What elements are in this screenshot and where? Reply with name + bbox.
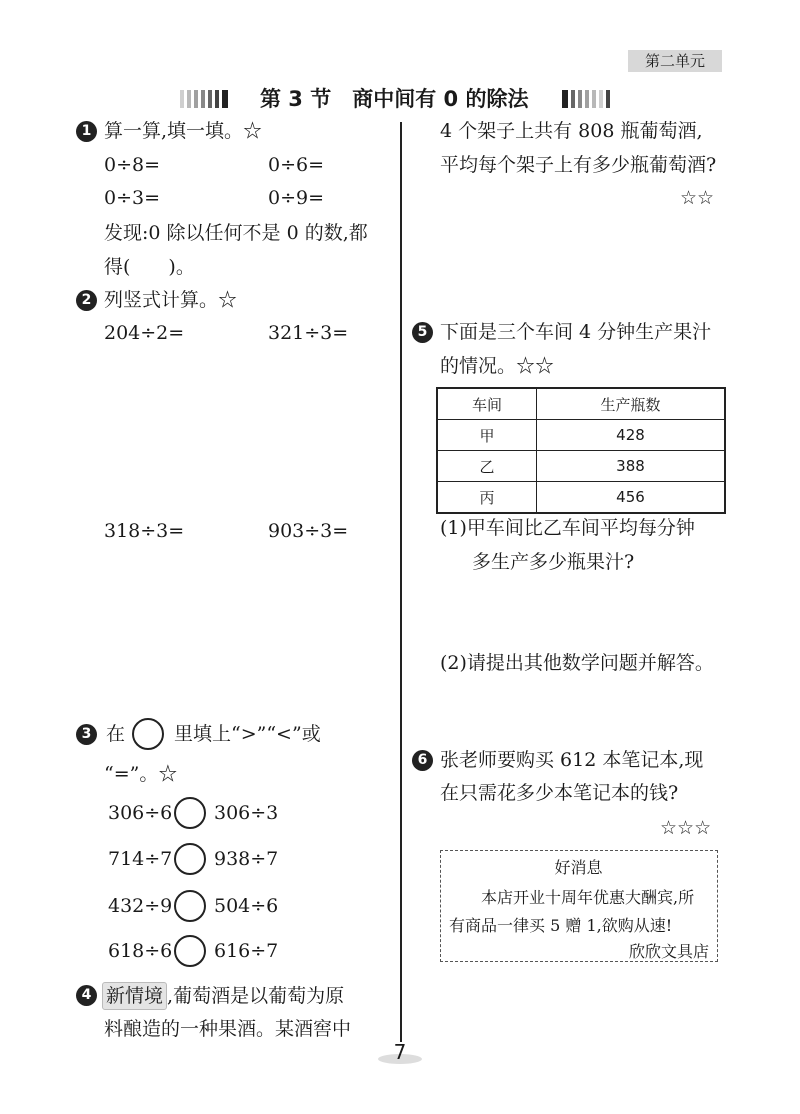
q1-expr-2: 0÷6= bbox=[268, 154, 325, 176]
table-row bbox=[437, 420, 725, 451]
notice-line-2: 有商品一律买 5 赠 1,欲购从速! bbox=[449, 916, 673, 935]
compare-circle-2[interactable] bbox=[174, 843, 206, 875]
question-3-number: 3 bbox=[76, 724, 97, 745]
difficulty-stars-icon: ☆☆ bbox=[680, 187, 715, 209]
table-cell: 乙 bbox=[437, 451, 536, 482]
q3-row-4-right: 616÷7 bbox=[214, 940, 279, 962]
section-title bbox=[260, 84, 528, 114]
section-name: 商中间有 0 的除法 bbox=[352, 87, 529, 111]
notice-signature: 欣欣文具店 bbox=[628, 942, 709, 961]
q5-sub-1-line-2: 多生产多少瓶果汁? bbox=[472, 551, 635, 573]
table-header: 生产瓶数 bbox=[536, 388, 725, 420]
q2-expr-2: 321÷3= bbox=[268, 322, 349, 344]
q3-text-b: 里填上“>”“<”或 bbox=[174, 723, 321, 745]
q6-line-1: 张老师要购买 612 本笔记本,现 bbox=[440, 749, 704, 771]
q4-line-1: 新情境 ,葡萄酒是以葡萄为原 bbox=[98, 982, 344, 1010]
q3-row-3-right: 504÷6 bbox=[214, 895, 279, 917]
table-row bbox=[437, 482, 725, 514]
difficulty-stars-icon: ☆ bbox=[218, 289, 238, 311]
q3-row-1-right: 306÷3 bbox=[214, 802, 279, 824]
q4-line-3: 4 个架子上共有 808 瓶葡萄酒, bbox=[440, 120, 703, 142]
unit-label: 第二单元 bbox=[628, 50, 722, 72]
q1-finding-line-1: 发现:0 除以任何不是 0 的数,都 bbox=[104, 222, 368, 244]
q3-text-c: “=”。☆ bbox=[104, 763, 178, 785]
question-6-number: 6 bbox=[412, 750, 433, 771]
notice-title: 好消息 bbox=[554, 858, 603, 877]
q1-expr-4: 0÷9= bbox=[268, 187, 325, 209]
promo-notice-box bbox=[440, 850, 718, 962]
table-header-row bbox=[437, 388, 725, 420]
new-context-tag: 新情境 bbox=[102, 982, 167, 1010]
table-cell: 456 bbox=[536, 482, 725, 514]
q3-row-3-left: 432÷9 bbox=[108, 895, 173, 917]
question-2-number: 2 bbox=[76, 290, 97, 311]
q5-sub-1-line-1: (1)甲车间比乙车间平均每分钟 bbox=[440, 517, 695, 539]
difficulty-stars-icon: ☆☆☆ bbox=[660, 817, 712, 839]
compare-circle-3[interactable] bbox=[174, 890, 206, 922]
table-cell: 388 bbox=[536, 451, 725, 482]
q1-expr-3: 0÷3= bbox=[104, 187, 161, 209]
table-cell: 甲 bbox=[437, 420, 536, 451]
question-1-number: 1 bbox=[76, 121, 97, 142]
question-1-title: 算一算,填一填。☆ bbox=[104, 120, 263, 142]
notice-line-1: 本店开业十周年优惠大酬宾,所 bbox=[481, 888, 695, 907]
section-title-row bbox=[0, 84, 800, 114]
q5-sub-2: (2)请提出其他数学问题并解答。 bbox=[440, 652, 714, 674]
difficulty-stars-icon: ☆☆ bbox=[516, 355, 555, 377]
q3-row-2-right: 938÷7 bbox=[214, 848, 279, 870]
q6-line-2: 在只需花多少本笔记本的钱? bbox=[440, 782, 679, 804]
table-row bbox=[437, 451, 725, 482]
section-number: 第 3 节 bbox=[260, 87, 332, 111]
q2-expr-4: 903÷3= bbox=[268, 520, 349, 542]
question-2-title: 列竖式计算。☆ bbox=[104, 289, 238, 311]
q3-row-1-left: 306÷6 bbox=[108, 802, 173, 824]
circle-icon bbox=[132, 718, 164, 750]
question-5-number: 5 bbox=[412, 322, 433, 343]
q2-expr-3: 318÷3= bbox=[104, 520, 185, 542]
table-cell: 丙 bbox=[437, 482, 536, 514]
difficulty-stars-icon: ☆ bbox=[243, 120, 263, 142]
production-table bbox=[436, 387, 726, 514]
q5-line-2: 的情况。☆☆ bbox=[440, 355, 555, 377]
q5-line-1: 下面是三个车间 4 分钟生产果汁 bbox=[440, 321, 712, 343]
compare-circle-4[interactable] bbox=[174, 935, 206, 967]
difficulty-stars-icon: ☆ bbox=[158, 763, 178, 785]
page-number: 7 bbox=[393, 1040, 407, 1064]
q2-expr-1: 204÷2= bbox=[104, 322, 185, 344]
question-4-number: 4 bbox=[76, 985, 97, 1006]
column-divider bbox=[400, 122, 402, 1042]
q3-row-4-left: 618÷6 bbox=[108, 940, 173, 962]
q3-text-a: 在 bbox=[106, 723, 126, 745]
q1-expr-1: 0÷8= bbox=[104, 154, 161, 176]
table-cell: 428 bbox=[536, 420, 725, 451]
q1-finding-line-2[interactable]: 得( )。 bbox=[104, 256, 195, 278]
table-header: 车间 bbox=[437, 388, 536, 420]
decorative-bars-right bbox=[562, 90, 610, 108]
q4-line-4: 平均每个架子上有多少瓶葡萄酒? bbox=[440, 154, 717, 176]
compare-circle-1[interactable] bbox=[174, 797, 206, 829]
q4-line-2: 料酿造的一种果酒。某酒窖中 bbox=[104, 1018, 352, 1040]
decorative-bars-left bbox=[180, 90, 228, 108]
q3-row-2-left: 714÷7 bbox=[108, 848, 173, 870]
